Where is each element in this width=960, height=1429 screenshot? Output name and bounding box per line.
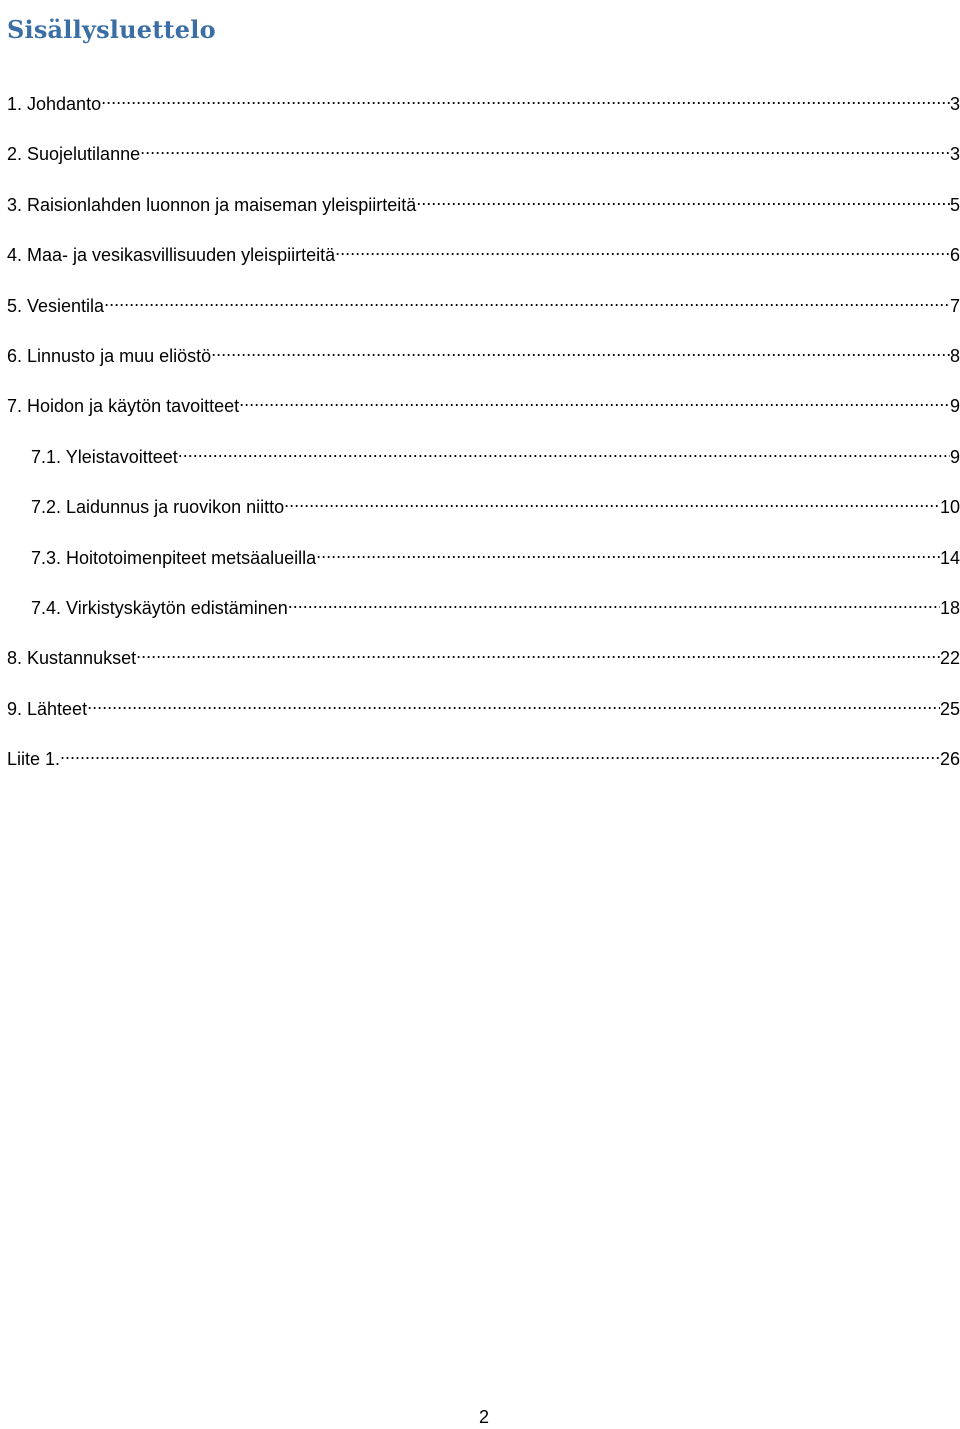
page-number: 2 <box>478 1407 489 1427</box>
toc-entry-label: 7.4. Virkistyskäytön edistäminen <box>31 597 288 618</box>
toc-entry-page: 9 <box>949 446 960 467</box>
toc-entry-label: 8. Kustannukset <box>7 648 137 669</box>
toc-entry-label: Liite 1. <box>7 749 61 770</box>
toc-entry-label: 5. Vesientila <box>7 295 105 316</box>
toc-entry-label: 4. Maa- ja vesikasvillisuuden yleispiirteitä <box>7 245 336 266</box>
toc-dot-leader <box>140 136 950 160</box>
toc-entry-page: 25 <box>939 698 960 719</box>
toc-dot-leader <box>288 590 940 614</box>
toc-entry-page: 14 <box>939 547 960 568</box>
toc-dot-leader <box>60 741 940 765</box>
toc-dot-leader <box>87 691 940 715</box>
toc-entry-label: 3. Raisionlahden luonnon ja maiseman yleispiirteitä <box>7 194 417 215</box>
toc-entry-page: 10 <box>939 497 960 518</box>
toc-entry[interactable] <box>7 136 960 186</box>
toc-entry-page: 6 <box>949 245 960 266</box>
toc-dot-leader <box>104 288 950 312</box>
toc-dot-leader <box>136 640 940 664</box>
toc-entry[interactable] <box>7 288 960 338</box>
toc-entry-page: 5 <box>949 194 960 215</box>
toc-entry[interactable] <box>7 640 960 690</box>
table-of-contents <box>7 86 960 791</box>
toc-dot-leader <box>316 540 940 564</box>
toc-entry-page: 26 <box>939 749 960 770</box>
toc-subentry[interactable] <box>7 590 960 640</box>
toc-entry-page: 22 <box>939 648 960 669</box>
toc-subentry[interactable] <box>7 540 960 590</box>
page-title: Sisällysluettelo <box>7 15 216 45</box>
toc-dot-leader <box>101 86 950 110</box>
toc-entry[interactable] <box>7 741 960 791</box>
toc-entry[interactable] <box>7 237 960 287</box>
toc-dot-leader <box>416 187 950 211</box>
toc-dot-leader <box>239 388 950 412</box>
toc-entry-page: 3 <box>949 94 960 114</box>
toc-subentry[interactable] <box>7 439 960 489</box>
toc-entry[interactable] <box>7 388 960 438</box>
toc-dot-leader <box>284 489 940 513</box>
toc-entry-page: 7 <box>949 295 960 316</box>
toc-dot-leader <box>211 338 950 362</box>
toc-entry[interactable] <box>7 187 960 237</box>
toc-dot-leader <box>335 237 950 261</box>
toc-entry-page: 9 <box>949 396 960 417</box>
toc-entry-label: 2. Suojelutilanne <box>7 144 141 165</box>
toc-entry[interactable] <box>7 691 960 741</box>
toc-entry-label: 7.2. Laidunnus ja ruovikon niitto <box>31 497 285 518</box>
toc-subentry[interactable] <box>7 489 960 539</box>
toc-entry-label: 7. Hoidon ja käytön tavoitteet <box>7 396 240 417</box>
toc-entry-label: 1. Johdanto <box>7 94 102 114</box>
toc-dot-leader <box>178 439 950 463</box>
toc-entry-label: 7.1. Yleistavoitteet <box>31 446 178 467</box>
toc-entry-page: 3 <box>949 144 960 165</box>
toc-entry-page: 8 <box>949 345 960 366</box>
toc-entry[interactable] <box>7 86 960 136</box>
toc-entry-label: 6. Linnusto ja muu eliöstö <box>7 345 212 366</box>
toc-entry[interactable] <box>7 338 960 388</box>
toc-entry-label: 9. Lähteet <box>7 698 88 719</box>
toc-entry-page: 18 <box>939 597 960 618</box>
toc-entry-label: 7.3. Hoitotoimenpiteet metsäalueilla <box>31 547 317 568</box>
